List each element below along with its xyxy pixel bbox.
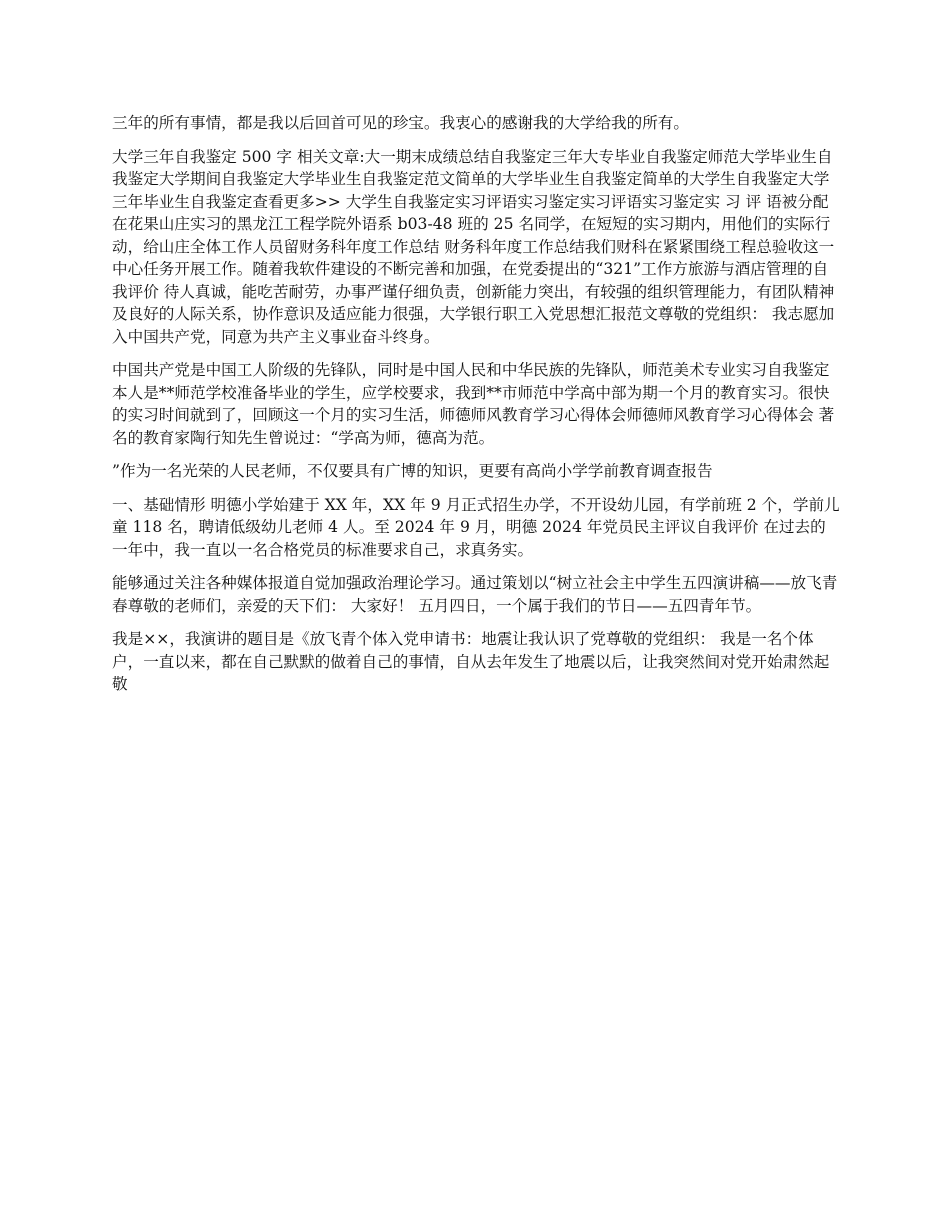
paragraph: 我是××，我演讲的题目是《放飞青个体入党申请书：地震让我认识了党尊敬的党组织： 我是一名个体户，一直以来，都在自己默默的做着自己的事情，自从去年发生了地震以后，让我突然间对党开始肃然起敬	[112, 630, 830, 693]
document-body	[112, 112, 840, 707]
paragraph: 大学三年自我鉴定 500 字 相关文章:大一期末成绩总结自我鉴定三年大专毕业自我鉴定师范大学毕业生自我鉴定大学期间自我鉴定大学毕业生自我鉴定范文简单的大学毕业生自我鉴定简单的大学生自我鉴定大学三年毕业生自我鉴定查看更多>> 大学生自我鉴定实习评语实习鉴定实习评语实习鉴定实 习 评 语被分配在花果山庄实习的黑龙江工程学院外语系 b03-48 班的 25 名同学，在短短的实习期内，用他们的实际行动，给山庄全体工作人员留财务科年度工作总结 财务科年度工作总结我们财科在紧紧围绕工程总验收这一中心任务开展工作。随着我软件建设的不断完善和加强，在党委提出的“321”工作方旅游与酒店管理的自我评价 待人真诚，能吃苦耐劳，办事严谨仔细负责，创新能力突出，有较强的组织管理能力，有团队精神及良好的人际关系，协作意识及适应能力很强，大学银行职工入党思想汇报范文尊敬的党组织： 我志愿加入中国共产党，同意为共产主义事业奋斗终身。	[112, 147, 835, 346]
paragraph: 中国共产党是中国工人阶级的先锋队，同时是中国人民和中华民族的先锋队，师范美术专业实习自我鉴定 本人是**师范学校准备毕业的学生，应学校要求，我到**市师范中学高中部为期一个月的教育实习。很快的实习时间就到了，回顾这一个月的实习生活，师德师风教育学习心得体会师德师风教育学习心得体会 著名的教育家陶行知先生曾说过：“学高为师，德高为范。	[112, 361, 835, 447]
paragraph: 能够通过关注各种媒体报道自觉加强政治理论学习。通过策划以“树立社会主中学生五四演讲稿——放飞青春尊敬的老师们，亲爱的天下们： 大家好！ 五月四日，一个属于我们的节日——五四青年节。	[112, 574, 838, 615]
paragraph: ”作为一名光荣的人民老师，不仅要具有广博的知识，更要有高尚小学学前教育调查报告	[112, 462, 713, 480]
paragraph: 三年的所有事情，都是我以后回首可见的珍宝。我衷心的感谢我的大学给我的所有。	[112, 114, 689, 132]
paragraph: 一、基础情形 明德小学始建于 XX 年，XX 年 9 月正式招生办学，不开设幼儿园，有学前班 2 个，学前儿童 118 名，聘请低级幼儿老师 4 人。至 2024 年 9 月，明德 2024 年党员民主评议自我评价 在过去的一年中，我一直以一名合格党员的标准要求自己，求真务实。	[112, 495, 840, 559]
